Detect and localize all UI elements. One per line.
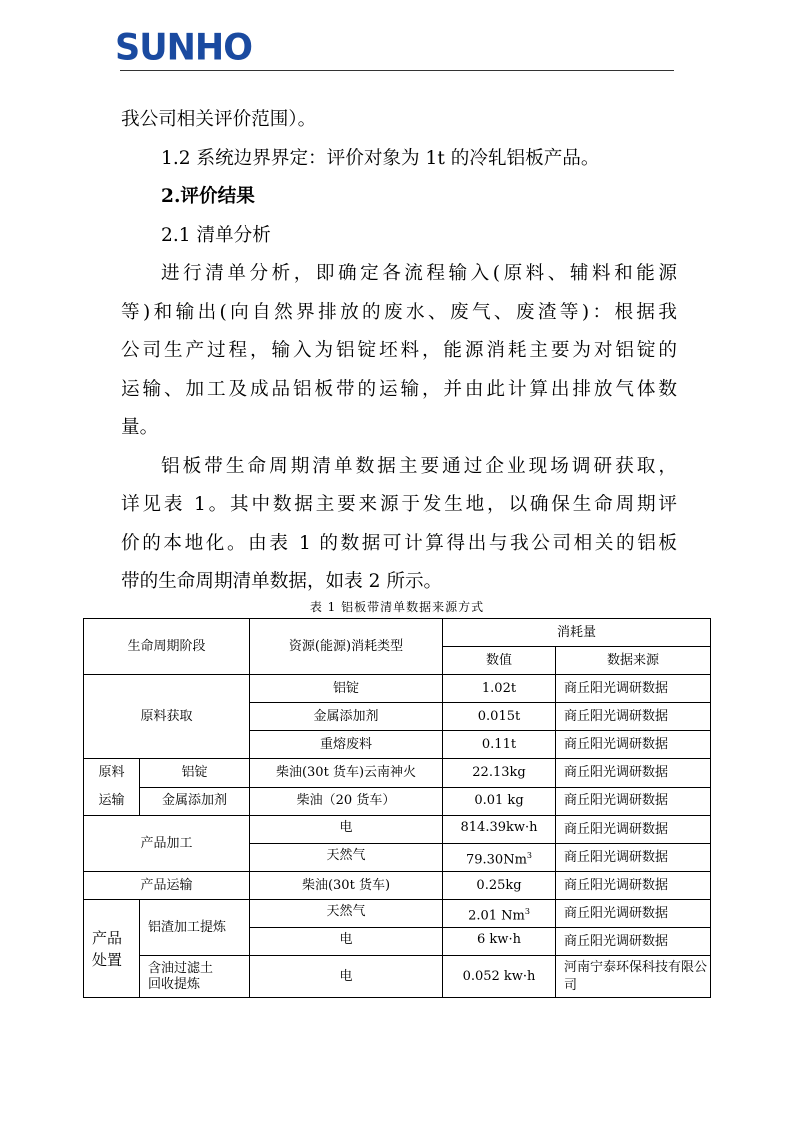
substage-oil-soil-line2: 回收提炼 <box>148 976 201 992</box>
stage-raw-acquire: 原料获取 <box>84 675 250 759</box>
paragraph-line: 铝板带生命周期清单数据主要通过企业现场调研获取， <box>161 455 677 477</box>
stage-raw-transport-line1: 原料 <box>98 765 125 780</box>
value-number: 79.30Nm <box>465 852 527 868</box>
header-value: 数值 <box>443 647 556 675</box>
table-row <box>84 956 711 998</box>
cell-source: 商丘阳光调研数据 <box>556 844 711 872</box>
paragraph-line: 公司生产过程，输入为铝锭坯料，能源消耗主要为对铝锭的 <box>121 340 677 361</box>
stage-disposal-line2: 处置 <box>92 950 123 969</box>
substage-oil-soil-line1: 含油过滤土 <box>148 960 214 976</box>
subsection-heading-inventory: 2.1 清单分析 <box>161 224 271 246</box>
cell-value: 0.052 kw·h <box>443 956 556 998</box>
substage-ingot: 铝锭 <box>140 759 250 788</box>
cell-source: 商丘阳光调研数据 <box>556 816 711 844</box>
table-row <box>84 787 711 816</box>
document-body <box>121 101 677 602</box>
header-resource-type: 资源(能源)消耗类型 <box>250 619 443 675</box>
paragraph-line: 等)和输出(向自然界排放的废水、废气、废渣等)：根据我 <box>121 301 677 323</box>
stage-disposal-line1: 产品 <box>92 928 123 947</box>
cell-source: 商丘阳光调研数据 <box>556 928 711 956</box>
table-row <box>84 900 711 928</box>
section-heading-results: 2.评价结果 <box>161 186 255 207</box>
stage-product-transport: 产品运输 <box>84 872 250 900</box>
cell-source: 商丘阳光调研数据 <box>556 900 711 928</box>
table-row <box>84 872 711 900</box>
paragraph-line: 进行清单分析，即确定各流程输入(原料、辅料和能源 <box>161 263 677 284</box>
paragraph-line: 量。 <box>121 417 159 438</box>
cell-type: 铝锭 <box>250 675 443 703</box>
cell-value: 1.02t <box>443 675 556 703</box>
cell-value: 814.39kw·h <box>443 816 556 844</box>
table-header-row <box>84 619 711 647</box>
table-caption: 表 1 铝板带清单数据来源方式 <box>309 600 485 614</box>
cell-value <box>443 844 556 872</box>
cell-source: 河南宁泰环保科技有限公司 <box>556 956 711 998</box>
substage-oil-soil <box>140 956 250 998</box>
cell-value: 0.25kg <box>443 872 556 900</box>
value-superscript: 3 <box>526 851 532 860</box>
sunho-logo: SUNHO <box>115 27 252 69</box>
paragraph-line: 价的本地化。由表 1 的数据可计算得出与我公司相关的铝板 <box>121 532 677 554</box>
cell-source: 商丘阳光调研数据 <box>556 675 711 703</box>
section-1-2-text: 1.2 系统边界界定：评价对象为 1t 的冷轧铝板产品。 <box>161 147 600 169</box>
cell-type: 天然气 <box>250 900 443 928</box>
inventory-table <box>83 618 711 998</box>
stage-processing: 产品加工 <box>84 816 250 872</box>
cell-type: 电 <box>250 956 443 998</box>
header-stage: 生命周期阶段 <box>84 619 250 675</box>
cell-type: 柴油（20 货车） <box>250 787 443 816</box>
cell-value <box>443 900 556 928</box>
cell-type: 柴油(30t 货车)云南神火 <box>250 759 443 788</box>
cell-value: 0.015t <box>443 703 556 731</box>
cell-value: 6 kw·h <box>443 928 556 956</box>
substage-additive: 金属添加剂 <box>140 787 250 816</box>
substage-slag-refine: 铝渣加工提炼 <box>140 900 250 956</box>
cell-source: 商丘阳光调研数据 <box>556 872 711 900</box>
stage-disposal <box>84 900 140 998</box>
value-superscript: 3 <box>524 907 530 916</box>
header-source: 数据来源 <box>556 647 711 675</box>
paragraph-line: 我公司相关评价范围）。 <box>121 109 317 130</box>
value-number: 2.01 Nm <box>468 908 525 924</box>
cell-source: 商丘阳光调研数据 <box>556 703 711 731</box>
header-consumption: 消耗量 <box>443 619 711 647</box>
cell-source: 商丘阳光调研数据 <box>556 759 711 788</box>
cell-type: 重熔废料 <box>250 731 443 759</box>
stage-raw-transport-line2: 运输 <box>98 793 125 808</box>
cell-type: 金属添加剂 <box>250 703 443 731</box>
paragraph-line: 带的生命周期清单数据，如表 2 所示。 <box>121 571 443 592</box>
cell-value: 0.11t <box>443 731 556 759</box>
cell-type: 柴油(30t 货车) <box>250 872 443 900</box>
cell-type: 天然气 <box>250 844 443 872</box>
table-row <box>84 759 711 788</box>
paragraph-line: 运输、加工及成品铝板带的运输，并由此计算出排放气体数 <box>121 378 677 400</box>
stage-raw-transport <box>84 759 140 816</box>
table-row <box>84 816 711 844</box>
cell-source: 商丘阳光调研数据 <box>556 787 711 816</box>
cell-value: 0.01 kg <box>443 787 556 816</box>
cell-source: 商丘阳光调研数据 <box>556 731 711 759</box>
header-divider <box>120 70 674 71</box>
paragraph-line: 详见表 1。其中数据主要来源于发生地，以确保生命周期评 <box>121 494 677 515</box>
table-row <box>84 675 711 703</box>
cell-type: 电 <box>250 928 443 956</box>
cell-value: 22.13kg <box>443 759 556 788</box>
cell-type: 电 <box>250 816 443 844</box>
